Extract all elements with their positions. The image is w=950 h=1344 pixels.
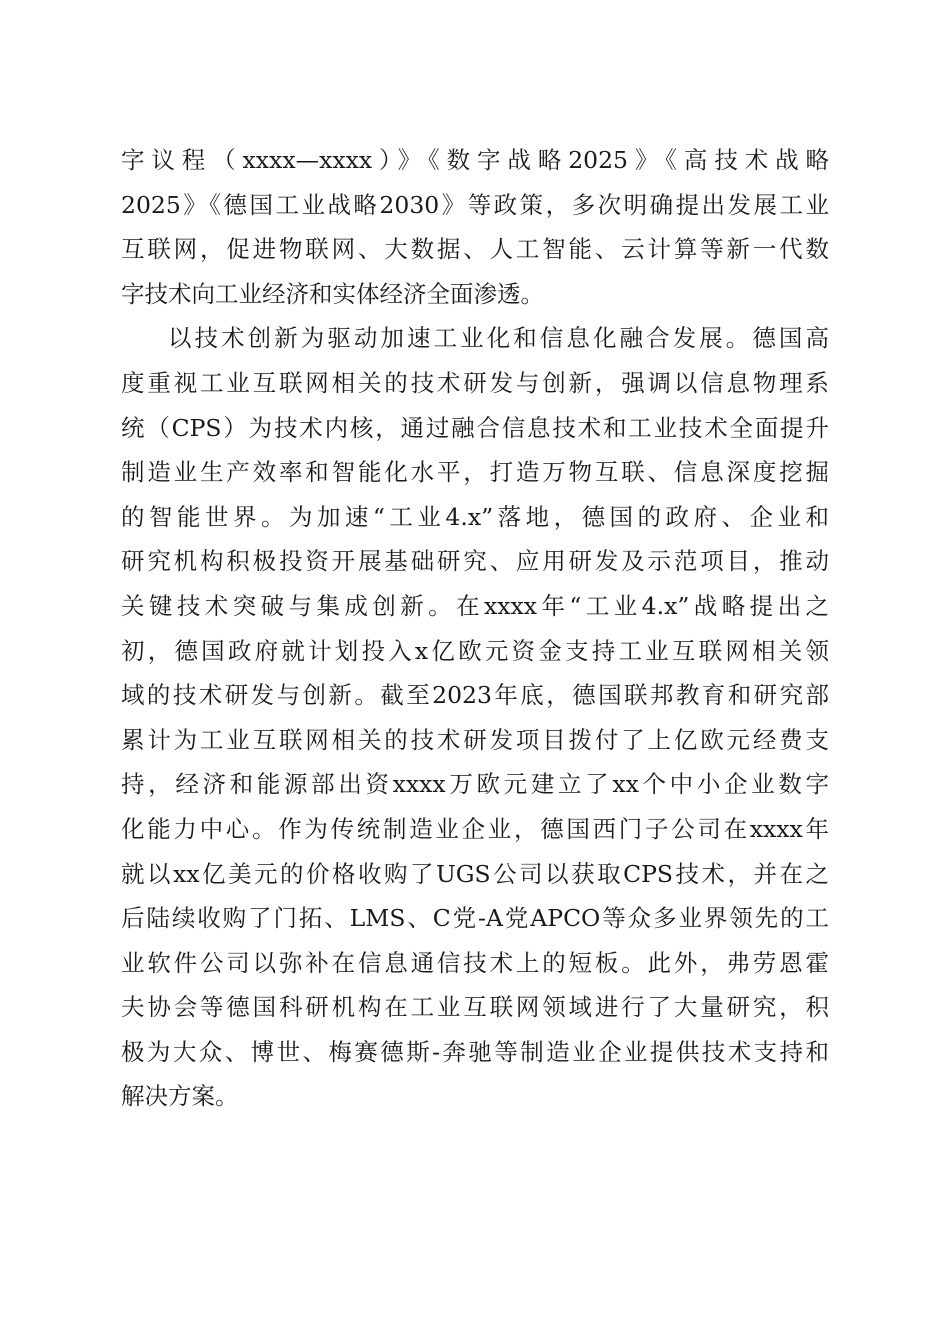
text-line: 业软件公司以弥补在信息通信技术上的短板。此外，弗劳恩霍: [121, 948, 829, 977]
text-line: 累计为工业互联网相关的技术研发项目拨付了上亿欧元经费支: [121, 725, 829, 754]
text-line: 持，经济和能源部出资xxxx万欧元建立了xx个中小企业数字: [121, 770, 829, 799]
text-line: 初，德国政府就计划投入x亿欧元资金支持工业互联网相关领: [121, 636, 829, 665]
text-line: 的智能世界。为加速“工业4.x”落地，德国的政府、企业和: [121, 502, 829, 531]
text-line: 极为大众、博世、梅赛德斯-奔驰等制造业企业提供技术支持和: [121, 1037, 829, 1066]
text-line: 夫协会等德国科研机构在工业互联网领域进行了大量研究，积: [121, 993, 829, 1022]
text-line: 字技术向工业经济和实体经济全面渗透。: [121, 279, 544, 308]
text-line: 2025》《德国工业战略2030》等政策，多次明确提出发展工业: [121, 190, 829, 219]
text-line: 互联网，促进物联网、大数据、人工智能、云计算等新一代数: [121, 235, 829, 264]
text-line: 关键技术突破与集成创新。在xxxx年“工业4.x”战略提出之: [121, 591, 829, 620]
text-line: 解决方案。: [121, 1082, 239, 1111]
text-line: 制造业生产效率和智能化水平，打造万物互联、信息深度挖掘: [121, 458, 829, 487]
text-line: 统（CPS）为技术内核，通过融合信息技术和工业技术全面提升: [121, 413, 829, 442]
text-line: 以技术创新为驱动加速工业化和信息化融合发展。德国高: [168, 324, 829, 353]
text-line: 研究机构积极投资开展基础研究、应用研发及示范项目，推动: [121, 547, 829, 576]
text-line: 字议程（xxxx—xxxx）》《数字战略2025》《高技术战略: [121, 146, 829, 174]
text-line: 化能力中心。作为传统制造业企业，德国西门子公司在xxxx年: [121, 814, 829, 843]
text-line: 后陆续收购了门拓、LMS、C党-A党APCO等众多业界领先的工: [121, 904, 829, 933]
paragraph-1: [121, 138, 829, 316]
paragraph-2: [121, 316, 829, 1119]
text-line: 就以xx亿美元的价格收购了UGS公司以获取CPS技术，并在之: [121, 859, 829, 888]
body-text: [121, 138, 829, 1119]
text-line: 域的技术研发与创新。截至2023年底，德国联邦教育和研究部: [121, 681, 829, 710]
text-line: 度重视工业互联网相关的技术研发与创新，强调以信息物理系: [121, 368, 829, 397]
